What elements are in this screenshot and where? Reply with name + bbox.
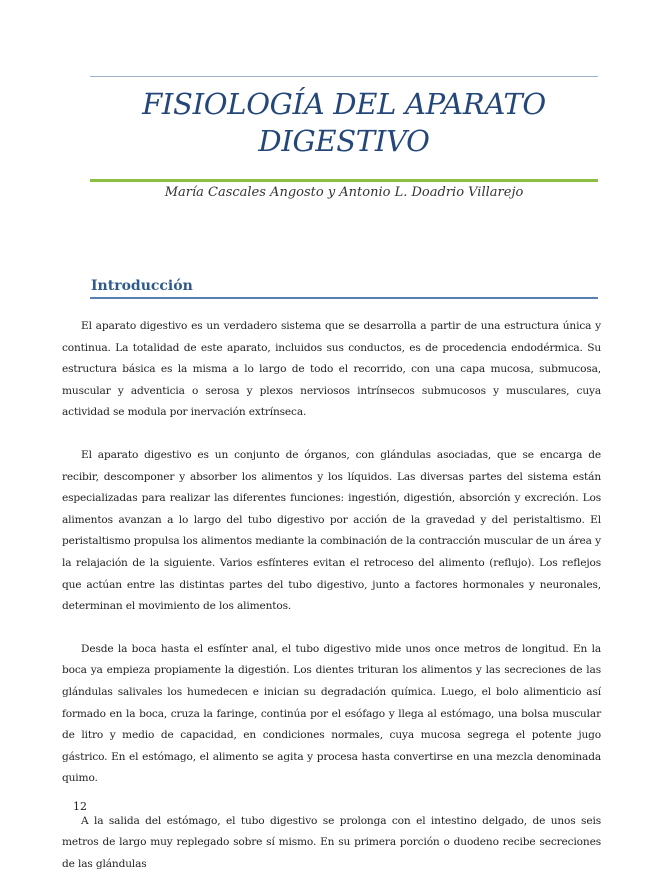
paragraph-2: El aparato digestivo es un conjunto de órganos, con glándulas asociadas, que se encarga de recibir, descomponer y absorber los alimentos y los líquidos. Las diversas partes del sistema están especializadas para realizar las diferentes funciones: ingestión, digestión, absorción y excreción. Los alimentos avanzan a lo largo del tubo digestivo por acción de la gravedad y del peristaltismo. El peristaltismo propulsa los alimentos mediante la combinación de la contracción muscular de un área y la relajación de la siguiente. Varios esfínteres evitan el retroceso del alimento (reflujo). Los reflejos que actúan entre las distintas partes del tubo digestivo, junto a factores hormonales y neuronales, determinan el movimiento de los alimentos. <box>62 448 601 613</box>
body-text <box>62 316 601 876</box>
authors: María Cascales Angosto y Antonio L. Doadrio Villarejo <box>164 185 524 200</box>
title-underline <box>90 179 598 182</box>
paragraph-1: El aparato digestivo es un verdadero sistema que se desarrolla a partir de una estructura única y continua. La totalidad de este aparato, incluidos sus conductos, es de procedencia endodérmica. Su estructura básica es la misma a lo largo de todo el recorrido, con una capa mucosa, submucosa, muscular y adventicia o serosa y plexos nerviosos intrínsecos submucosos y musculares, cuya actividad se modula por inervación extrínseca. <box>62 320 601 419</box>
title-line-1: FISIOLOGÍA DEL APARATO <box>142 87 546 121</box>
section-underline <box>90 297 598 299</box>
paragraph-3: Desde la boca hasta el esfínter anal, el tubo digestivo mide unos once metros de longitud. En la boca ya empieza propiamente la digestión. Los dientes trituran los alimentos y las secreciones de las glándulas salivales los humedecen e inician su degradación química. Luego, el bolo alimenticio así formado en la boca, cruza la faringe, continúa por el esófago y llega al estómago, una bolsa muscular de litro y medio de capacidad, en condiciones normales, cuya mucosa segrega el potente jugo gástrico. En el estómago, el alimento se agita y procesa hasta convertirse en una mezcla denominada quimo. <box>62 642 601 785</box>
document-title <box>90 86 598 160</box>
title-line-2: DIGESTIVO <box>258 124 430 158</box>
paragraph-4: A la salida del estómago, el tubo digestivo se prolonga con el intestino delgado, de unos seis metros de largo muy replegado sobre sí mismo. En su primera porción o duodeno recibe secreciones de las glándulas <box>62 814 601 871</box>
section-heading: Introducción <box>91 278 193 294</box>
top-divider <box>90 76 598 77</box>
page-number: 12 <box>73 800 87 813</box>
